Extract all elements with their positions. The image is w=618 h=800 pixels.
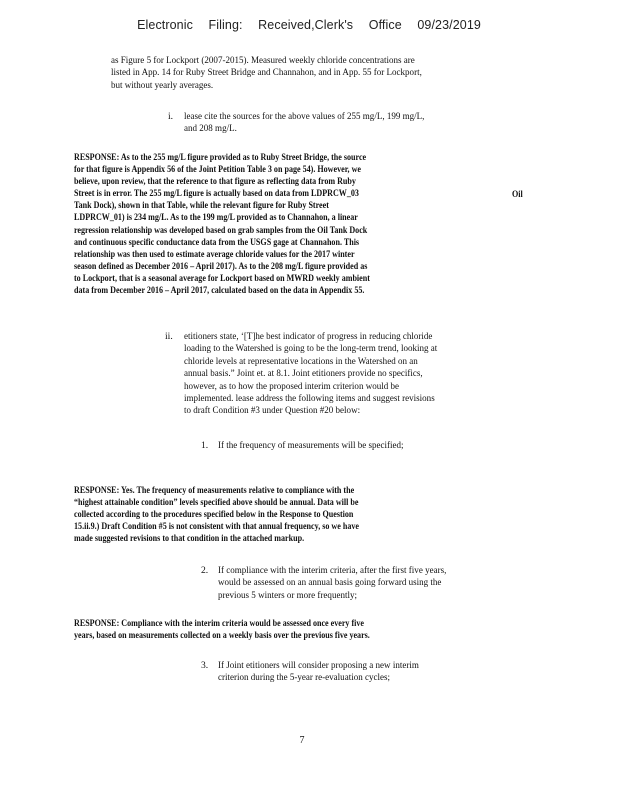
text-line: collected according to the procedures specified below in the Response to Question xyxy=(74,510,354,521)
text-line: If Joint etitioners will consider proposing a new interim xyxy=(218,660,419,671)
item-ii-text xyxy=(184,331,437,418)
text-line: criterion during the 5-year re-evaluation cycles; xyxy=(218,672,391,684)
response-1 xyxy=(74,152,370,297)
text-line: data from December 2016 – April 2017, calculated based on the data in Appendix 55. xyxy=(74,286,365,297)
text-line: lease cite the sources for the above values of 255 mg/L, 199 mg/L, xyxy=(184,111,425,122)
header-filing: Filing: xyxy=(208,18,243,32)
item-ii-marker: ii. xyxy=(165,331,173,342)
text-line: but without yearly averages. xyxy=(111,79,214,91)
text-line: “highest attainable condition” levels specified above should be annual. Data will be xyxy=(74,498,359,509)
text-line: If compliance with the interim criteria, after the first five years, xyxy=(218,565,447,576)
page-number: 7 xyxy=(299,735,305,746)
text-line: RESPONSE: As to the 255 mg/L figure provided as to Ruby Street Bridge, the source xyxy=(74,153,367,163)
text-line: for that figure is Appendix 56 of the Joint Petition Table 3 on page 54). However, we xyxy=(74,165,361,176)
text-line: made suggested revisions to that condition in the attached markup. xyxy=(74,534,305,545)
response-3 xyxy=(74,618,370,642)
sub-3-text xyxy=(218,660,419,685)
text-line: relationship was then used to estimate average chloride values for the 2017 winter xyxy=(74,249,355,260)
text-line: annual basis.” Joint et. at 8.1. Joint etitioners provide no specifics, xyxy=(184,368,423,380)
text-line: previous 5 winters or more frequently; xyxy=(218,589,358,601)
text-line: Tank Dock), shown in that Table, while the relevant figure for Ruby Street xyxy=(74,201,329,212)
header-electronic: Electronic xyxy=(137,18,193,32)
sub-2-text xyxy=(218,565,446,602)
text-line: If the frequency of measurements will be specified; xyxy=(218,440,404,451)
text-line: and continuous specific conductance data from the USGS gage at Channahon. This xyxy=(74,237,360,248)
text-line: RESPONSE: Yes. The frequency of measurements relative to compliance with the xyxy=(74,486,355,496)
response-2 xyxy=(74,485,359,545)
text-line: as Figure 5 for Lockport (2007-2015). Measured weekly chloride concentrations are xyxy=(111,55,415,66)
text-line: Street is in error. The 255 mg/L figure is actually based on data from LDPRCW_03 xyxy=(74,189,359,200)
text-line: 15.ii.9.) Draft Condition #5 is not consistent with that annual frequency, so we have xyxy=(74,522,359,533)
response-1-oil: Oil xyxy=(512,190,523,200)
intro-paragraph xyxy=(111,55,422,92)
header-date: 09/23/2019 xyxy=(417,18,481,32)
text-line: years, based on measurements collected on a weekly basis over the previous five years. xyxy=(74,631,370,642)
sub-1-text xyxy=(218,440,404,452)
text-line: to Lockport, that is a seasonal average for Lockport based on MWRD weekly ambient xyxy=(74,273,370,284)
header-office: Office xyxy=(368,18,402,32)
text-line: loading to the Watershed is going to be the long-term trend, looking at xyxy=(184,343,438,355)
text-line: regression relationship was developed based on grab samples from the Oil Tank Dock xyxy=(74,225,368,236)
text-line: RESPONSE: Compliance with the interim criteria would be assessed once every five xyxy=(74,619,364,629)
sub-3-marker: 3. xyxy=(201,660,209,671)
text-line: chloride levels at representative locations in the Watershed on an xyxy=(184,355,418,367)
text-line: etitioners state, ‘[T]he best indicator of progress in reducing chloride xyxy=(184,331,433,342)
filing-header xyxy=(0,18,618,32)
text-line: believe, upon review, that the reference to that figure as reflecting data from Ruby xyxy=(74,177,356,188)
item-i-marker: i. xyxy=(168,111,174,122)
text-line: would be assessed on an annual basis going forward using the xyxy=(218,577,442,589)
sub-1-marker: 1. xyxy=(201,440,209,451)
text-line: implemented. lease address the following items and suggest revisions xyxy=(184,393,435,405)
text-line: however, as to how the proposed interim criterion would be xyxy=(184,380,400,392)
text-line: listed in App. 14 for Ruby Street Bridge and Channahon, and in App. 55 for Lockport, xyxy=(111,67,422,79)
sub-2-marker: 2. xyxy=(201,565,209,576)
text-line: to draft Condition #3 under Question #20 below: xyxy=(184,405,361,417)
text-line: and 208 mg/L. xyxy=(184,123,237,135)
item-i-text xyxy=(184,111,424,136)
text-line: season defined as December 2016 – April 2017). As to the 208 mg/L figure provided as xyxy=(74,261,368,272)
text-line: LDPRCW_01) is 234 mg/L. As to the 199 mg/L provided as to Channahon, a linear xyxy=(74,213,358,224)
header-received-clerks: Received,Clerk's xyxy=(258,18,354,32)
